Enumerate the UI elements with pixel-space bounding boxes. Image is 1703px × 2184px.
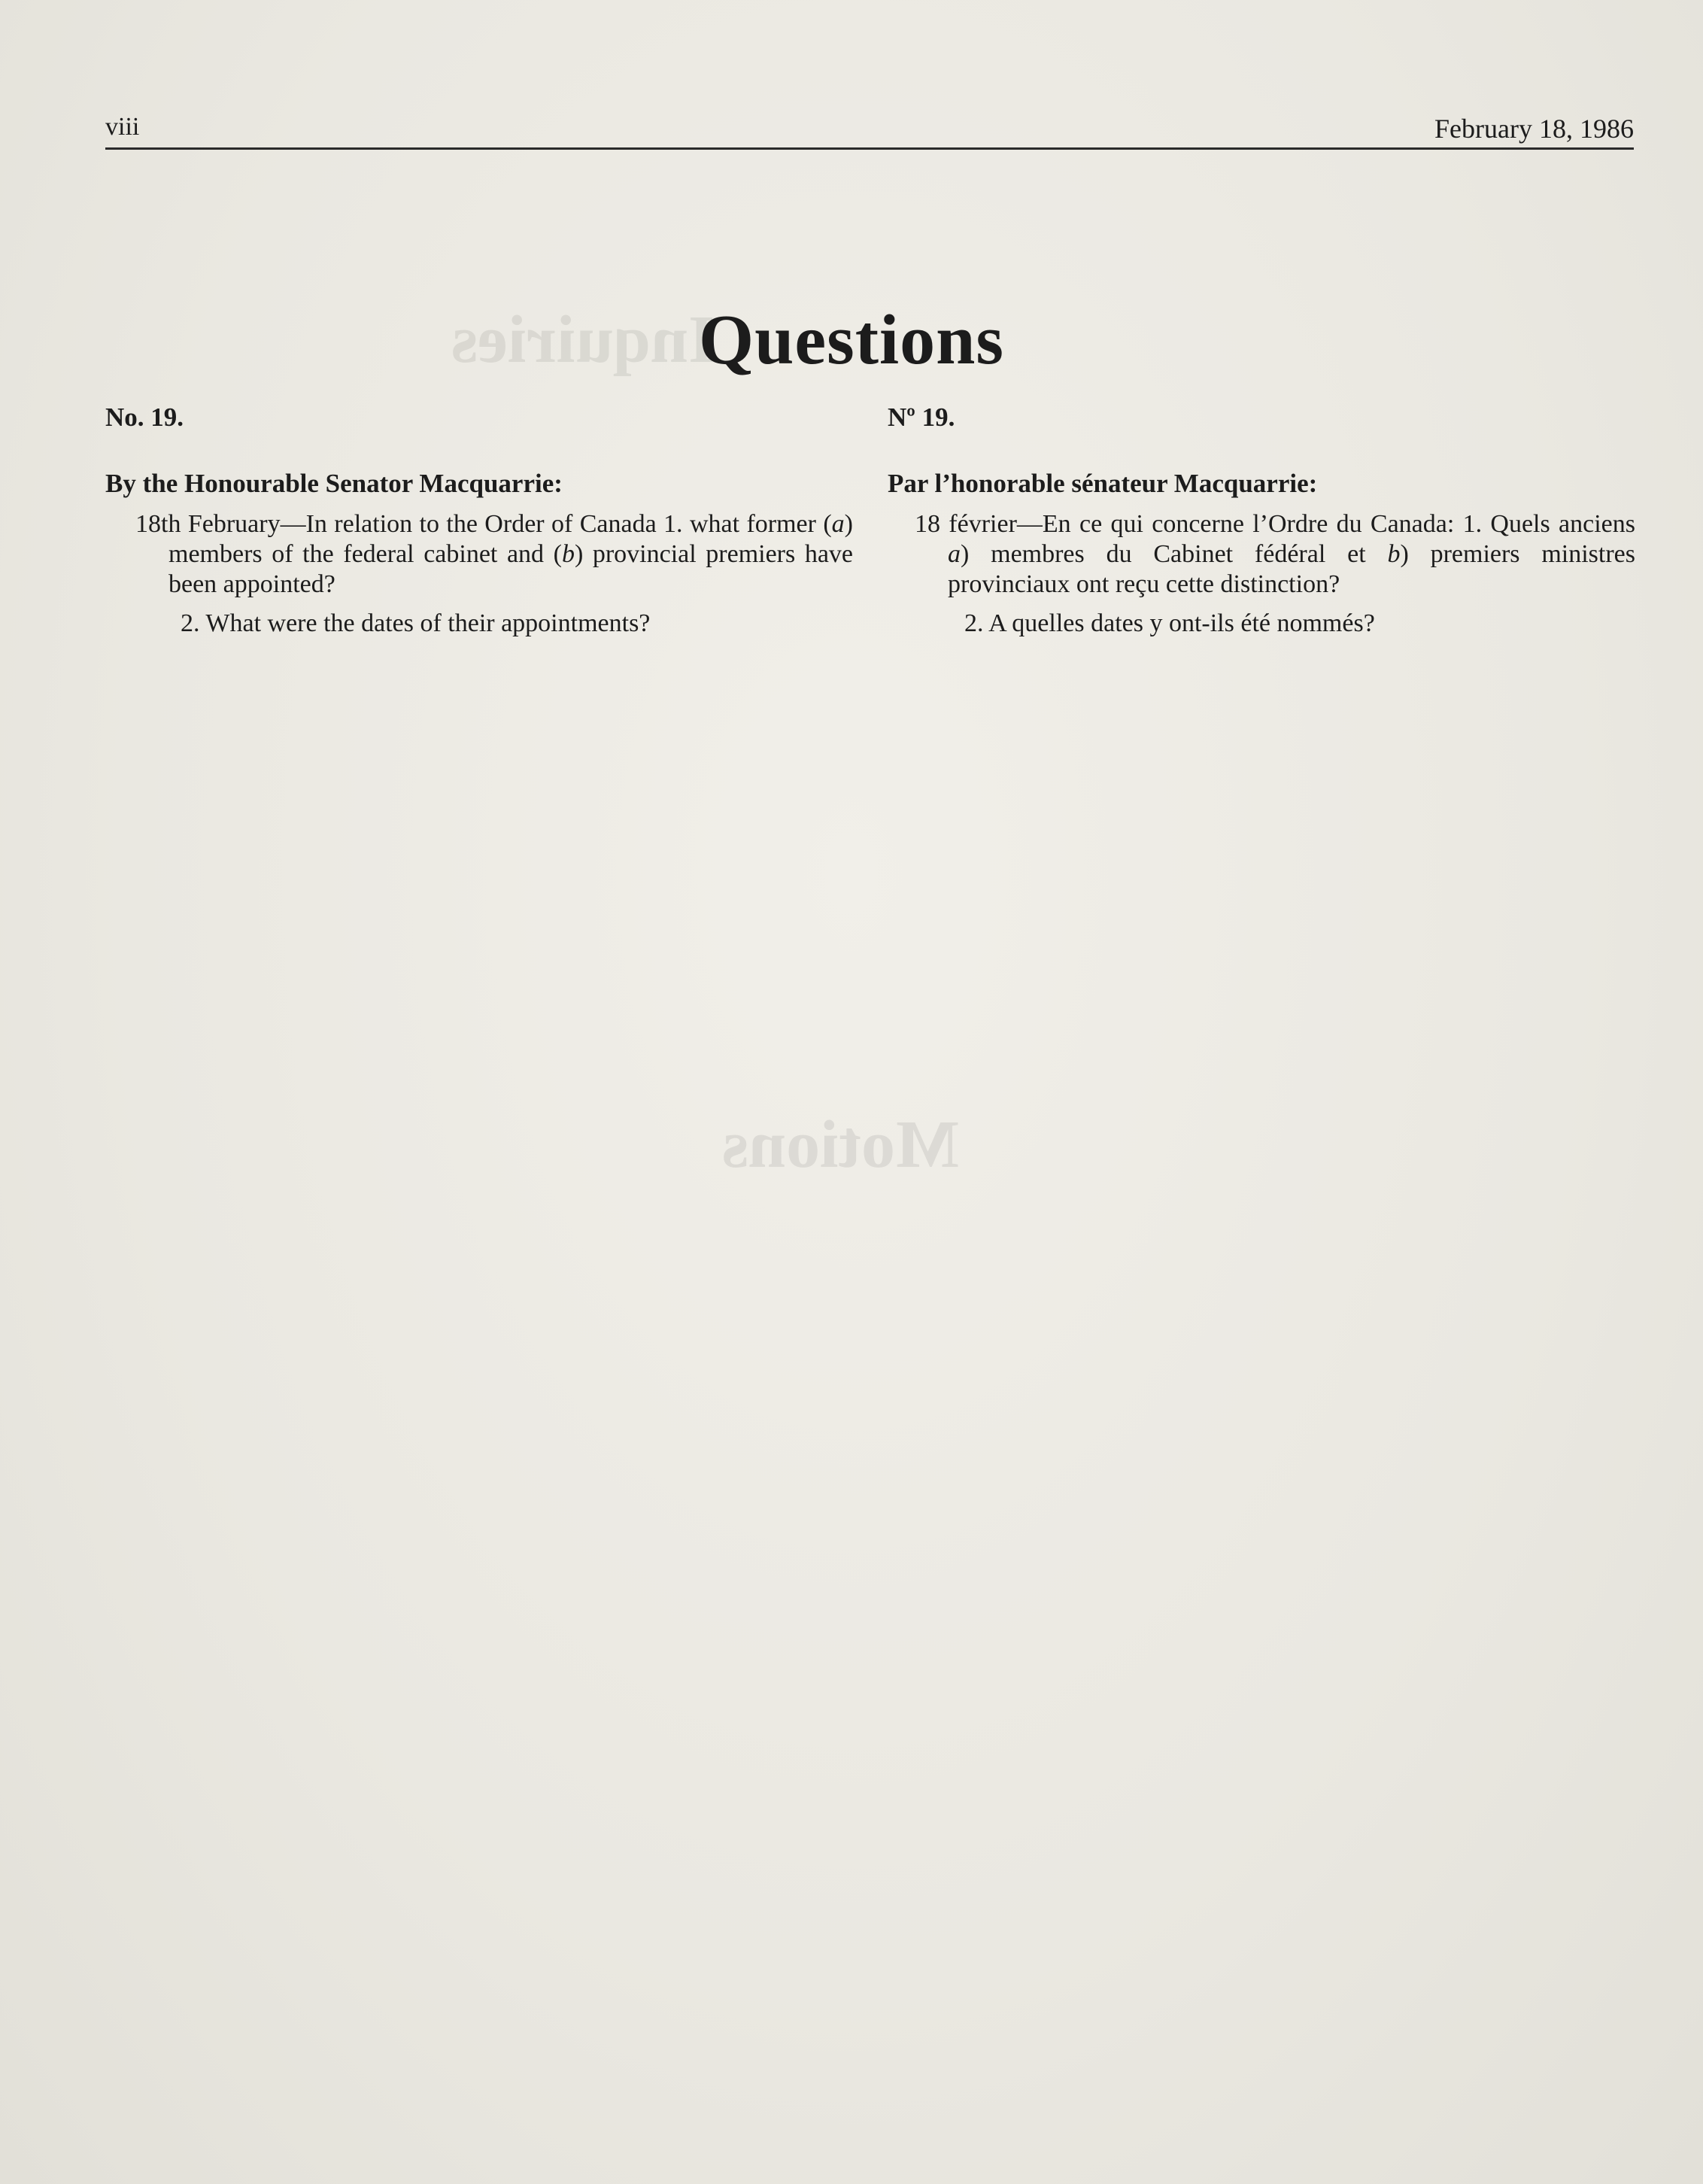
question-text-part: 18th February—In relation to the Order of Canada 1. what former ( (135, 510, 832, 538)
running-head (105, 113, 1634, 146)
question-sponsor: By the Honourable Senator Macquarrie: (105, 469, 563, 498)
question-sponsor: Par l’honorable sénateur Macquarrie: (888, 469, 1318, 498)
english-column (105, 402, 853, 639)
journal-date: February 18, 1986 (1434, 114, 1634, 144)
question-text-part: ) provincial premiers have been appointed? (168, 540, 854, 598)
item-a-label: a (948, 540, 961, 568)
french-column (888, 402, 1635, 639)
question-text-part: 18 février—En ce qui concerne l’Ordre du Canada: 1. Quels anciens (915, 510, 1635, 538)
question-text-part: ) membres du Cabinet fédéral et (961, 540, 1388, 568)
question-part-2: 2. A quelles dates y ont-ils été nommés? (964, 609, 1375, 637)
question-text-part: ) premiers ministres provinciaux ont reçu cette distinction? (948, 540, 1635, 598)
question-number: Nº 19. (888, 402, 955, 432)
question-number: No. 19. (105, 402, 184, 432)
header-rule (105, 147, 1634, 150)
section-title: Questions (699, 301, 1004, 379)
item-b-label: b (1387, 540, 1401, 568)
bleed-through-heading-motions: Motions (722, 1107, 959, 1182)
question-text (135, 509, 853, 600)
question-text (915, 509, 1635, 600)
item-a-label: a (831, 510, 845, 538)
item-b-label: b (561, 540, 575, 568)
bleed-through-heading-inquiries: Inquiries (451, 302, 715, 377)
page-number: viii (105, 113, 140, 141)
question-text-part: ) members of the federal cabinet and ( (168, 510, 853, 568)
question-part-2: 2. What were the dates of their appointments? (181, 609, 651, 637)
